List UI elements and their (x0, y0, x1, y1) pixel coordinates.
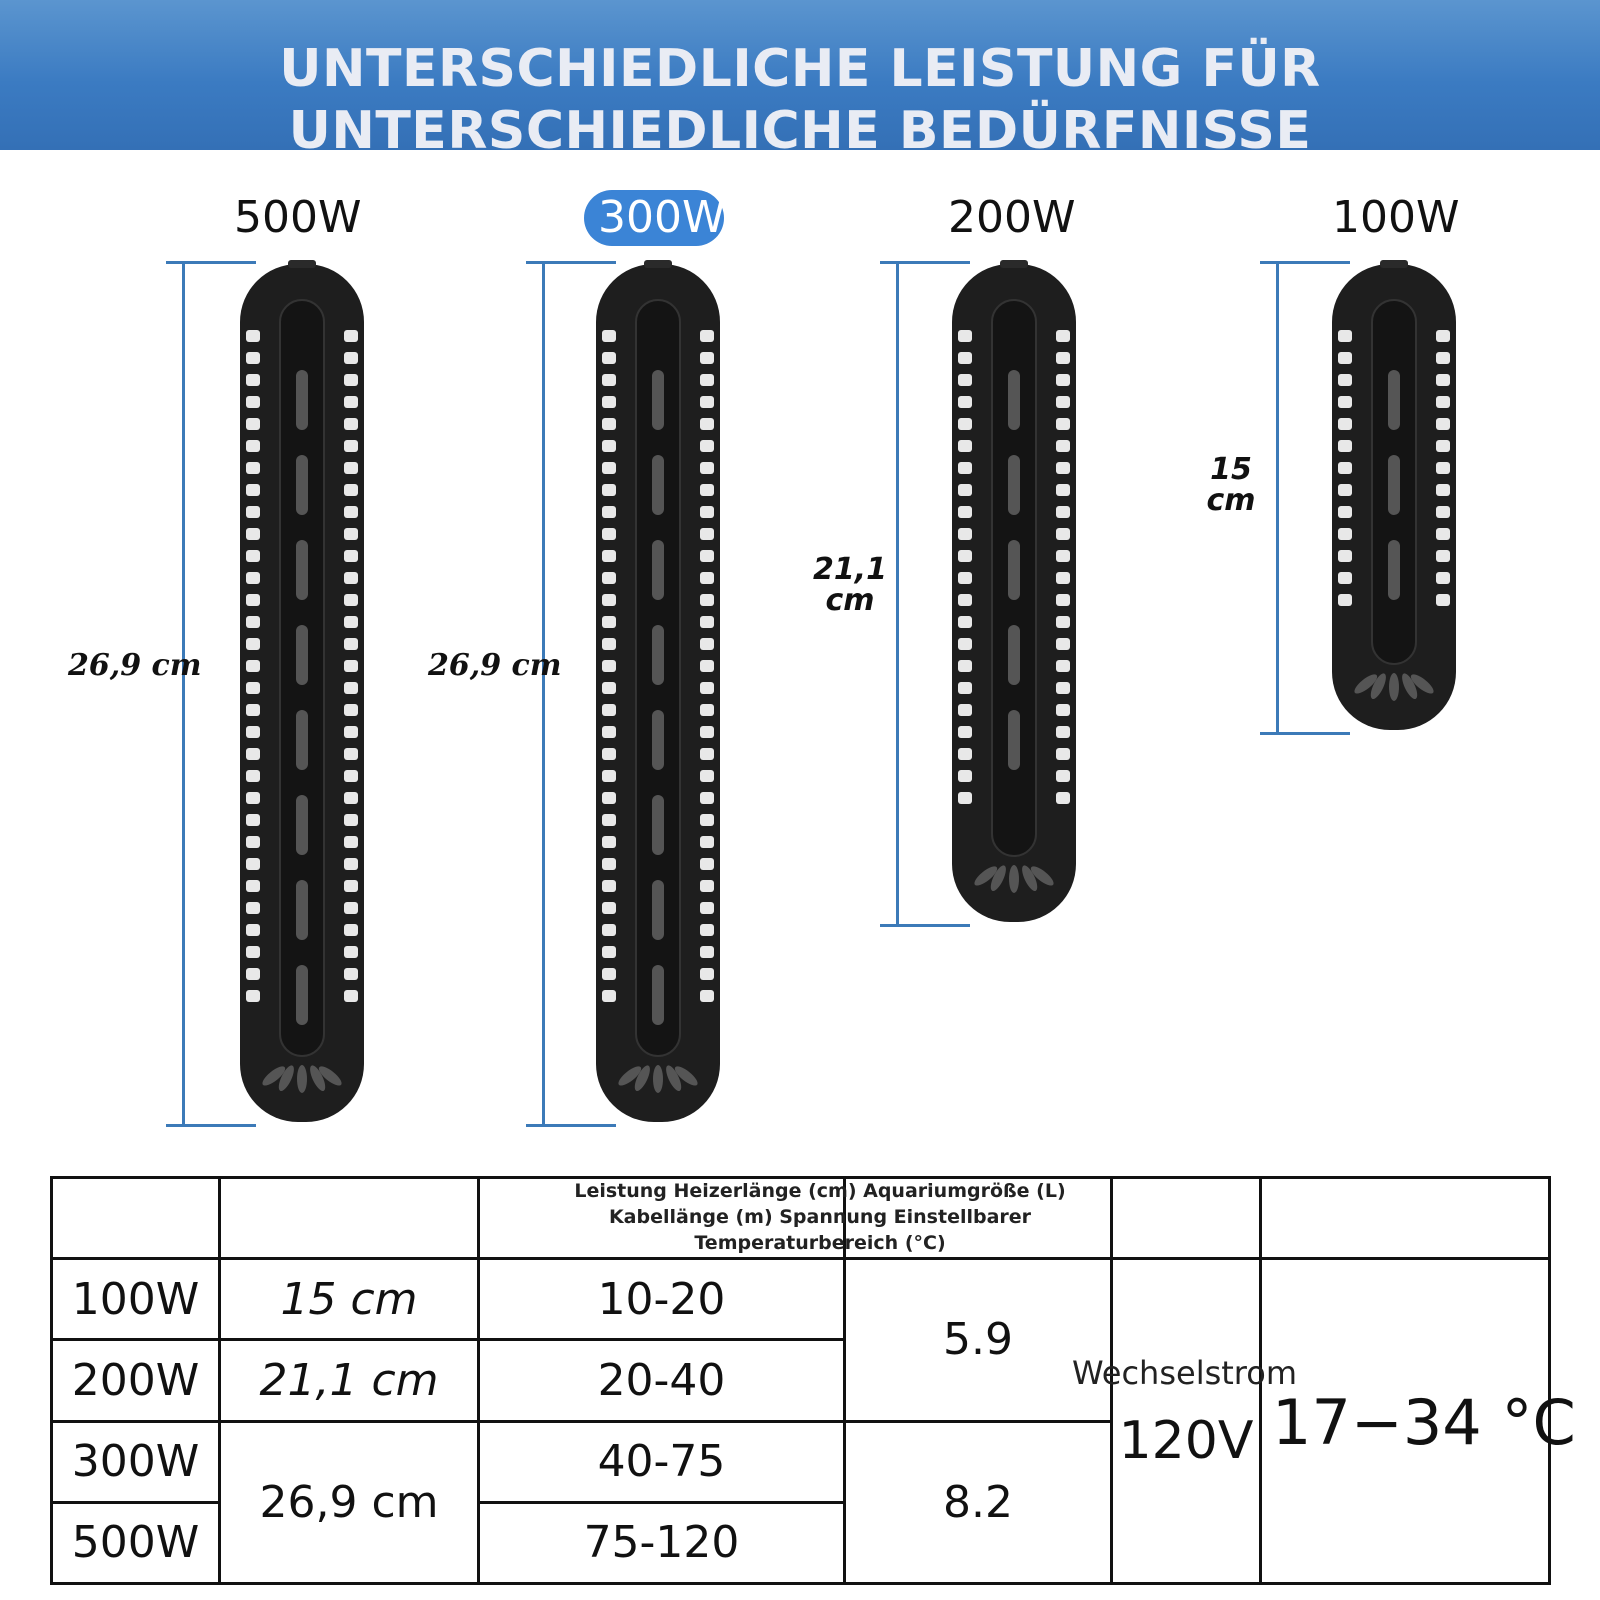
dimension-line-500w (182, 262, 185, 1126)
heater-image-300w (596, 260, 720, 1126)
header-cell (220, 1178, 479, 1259)
length-label-200w-value: 21,1 (812, 552, 888, 587)
power-cell: 300W (52, 1421, 220, 1502)
cable-length-cell: 5.9 (845, 1259, 1112, 1421)
dimension-line-300w (542, 262, 545, 1126)
heater-image-200w (952, 260, 1076, 926)
temperature-range-value: 17−34 °C (1272, 1386, 1576, 1459)
length-cell: 21,1 cm (220, 1340, 479, 1421)
length-cell: 15 cm (220, 1259, 479, 1340)
table-header-text: Leistung Heizerlänge (cm) Aquariumgröße (L) Kabellänge (m) Spannung Einstellbarer Temperaturbereich (°C) (574, 1180, 1066, 1254)
length-label-200w (810, 554, 890, 616)
power-cell: 200W (52, 1340, 220, 1421)
wattage-label-100w: 100W (1332, 192, 1460, 243)
banner-title: UNTERSCHIEDLICHE LEISTUNG FÜR UNTERSCHIEDLICHE BEDÜRFNISSE (279, 39, 1321, 150)
length-label-300w: 26,9 cm (428, 648, 562, 683)
header-banner (0, 0, 1600, 150)
wattage-label-500w: 500W (234, 192, 362, 243)
cable-length-cell: 8.2 (845, 1421, 1112, 1583)
voltage-value: 120V (1118, 1411, 1254, 1472)
aquarium-size-cell: 20-40 (479, 1340, 845, 1421)
power-cell: 500W (52, 1502, 220, 1583)
dimension-line-200w (896, 262, 899, 926)
length-label-100w (1196, 454, 1266, 516)
power-cell: 100W (52, 1259, 220, 1340)
wattage-label-300w-selected: 300W (584, 190, 724, 246)
heater-image-100w (1332, 260, 1456, 734)
voltage-cell (1112, 1259, 1261, 1584)
header-cell (1261, 1178, 1550, 1259)
length-label-500w: 26,9 cm (68, 648, 202, 683)
length-cell-shared: 26,9 cm (220, 1421, 479, 1583)
aquarium-size-cell: 10-20 (479, 1259, 845, 1340)
aquarium-size-cell: 75-120 (479, 1502, 845, 1583)
dimension-line-100w (1276, 262, 1279, 734)
table-row (52, 1259, 1550, 1340)
aquarium-size-cell: 40-75 (479, 1421, 845, 1502)
length-label-200w-unit: cm (825, 583, 875, 618)
voltage-type-label: Wechselstrom (1072, 1354, 1297, 1392)
wattage-label-200w: 200W (948, 192, 1076, 243)
header-cell (1112, 1178, 1261, 1259)
length-label-100w-unit: cm (1206, 483, 1256, 518)
header-cell (52, 1178, 220, 1259)
length-label-100w-value: 15 (1210, 452, 1252, 487)
heater-image-500w (240, 260, 364, 1126)
